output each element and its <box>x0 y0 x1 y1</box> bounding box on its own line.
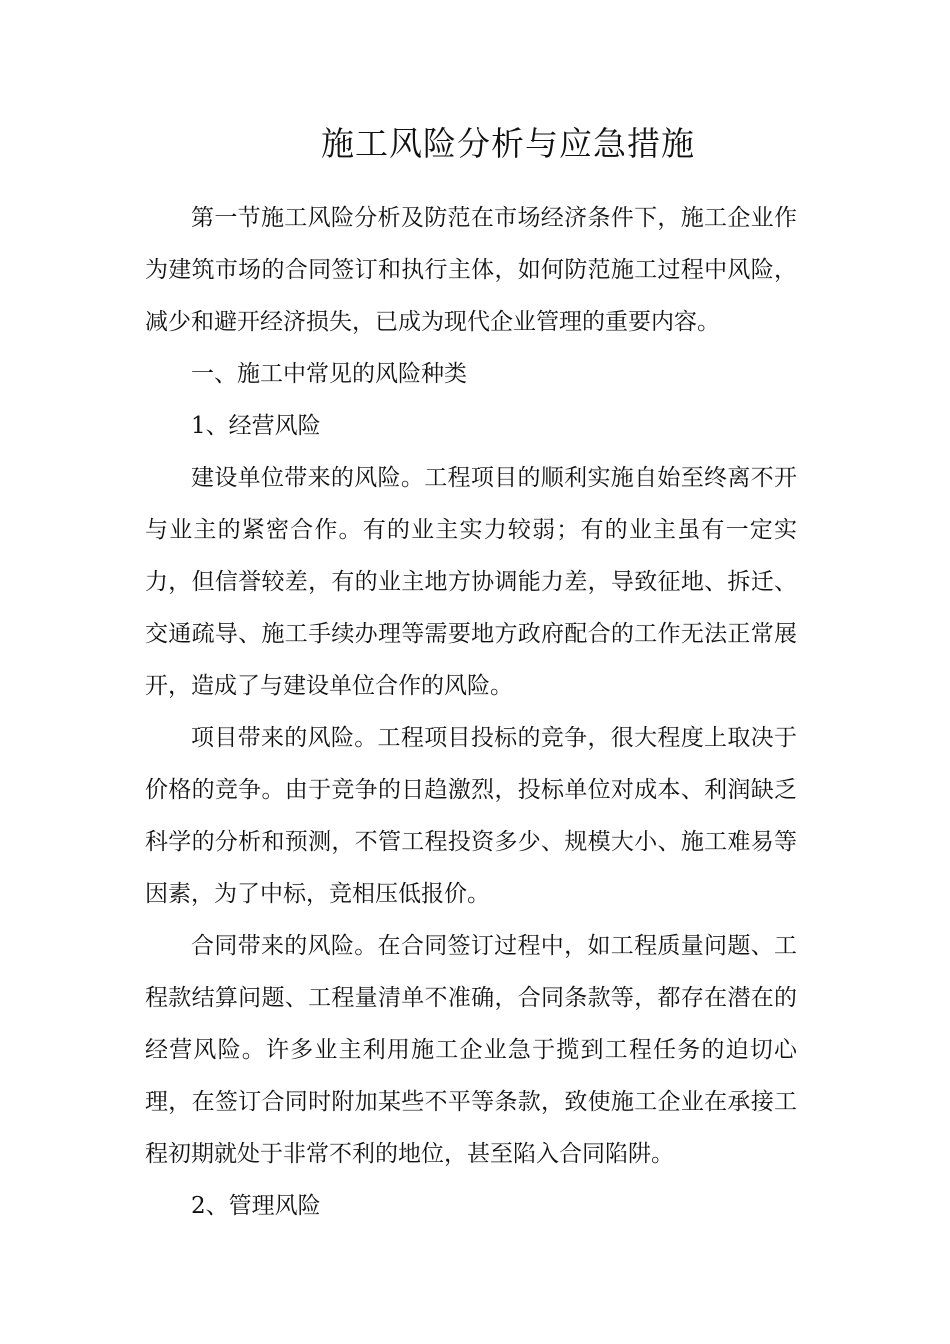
subsection-heading-management-risk: 2、管理风险 <box>191 1193 321 1219</box>
subsection-heading-business-risk: 1、经营风险 <box>191 413 321 439</box>
document-title: 施工风险分析与应急措施 <box>321 124 695 163</box>
paragraph-owner-risk: 建设单位带来的风险。工程项目的顺利实施自始至终离不开与业主的紧密合作。有的业主实力较弱；有的业主虽有一定实力，但信誉较差，有的业主地方协调能力差，导致征地、拆迁、交通疏导、施工手续办理等需要地方政府配合的工作无法正常展开，造成了与建设单位合作的风险。 <box>145 465 797 699</box>
paragraph-intro: 第一节施工风险分析及防范在市场经济条件下，施工企业作为建筑市场的合同签订和执行主体，如何防范施工过程中风险，减少和避开经济损失，已成为现代企业管理的重要内容。 <box>145 205 797 335</box>
paragraph-project-risk: 项目带来的风险。工程项目投标的竞争，很大程度上取决于价格的竞争。由于竞争的日趋激烈，投标单位对成本、利润缺乏科学的分析和预测，不管工程投资多少、规模大小、施工难易等因素，为了中标，竞相压低报价。 <box>145 725 797 907</box>
section-heading-risk-types: 一、施工中常见的风险种类 <box>191 361 467 387</box>
paragraph-contract-risk: 合同带来的风险。在合同签订过程中，如工程质量问题、工程款结算问题、工程量清单不准确，合同条款等，都存在潜在的经营风险。许多业主利用施工企业急于揽到工程任务的迫切心理，在签订合同时附加某些不平等条款，致使施工企业在承接工程初期就处于非常不利的地位，甚至陷入合同陷阱。 <box>145 933 797 1167</box>
document-body <box>145 192 797 1232</box>
